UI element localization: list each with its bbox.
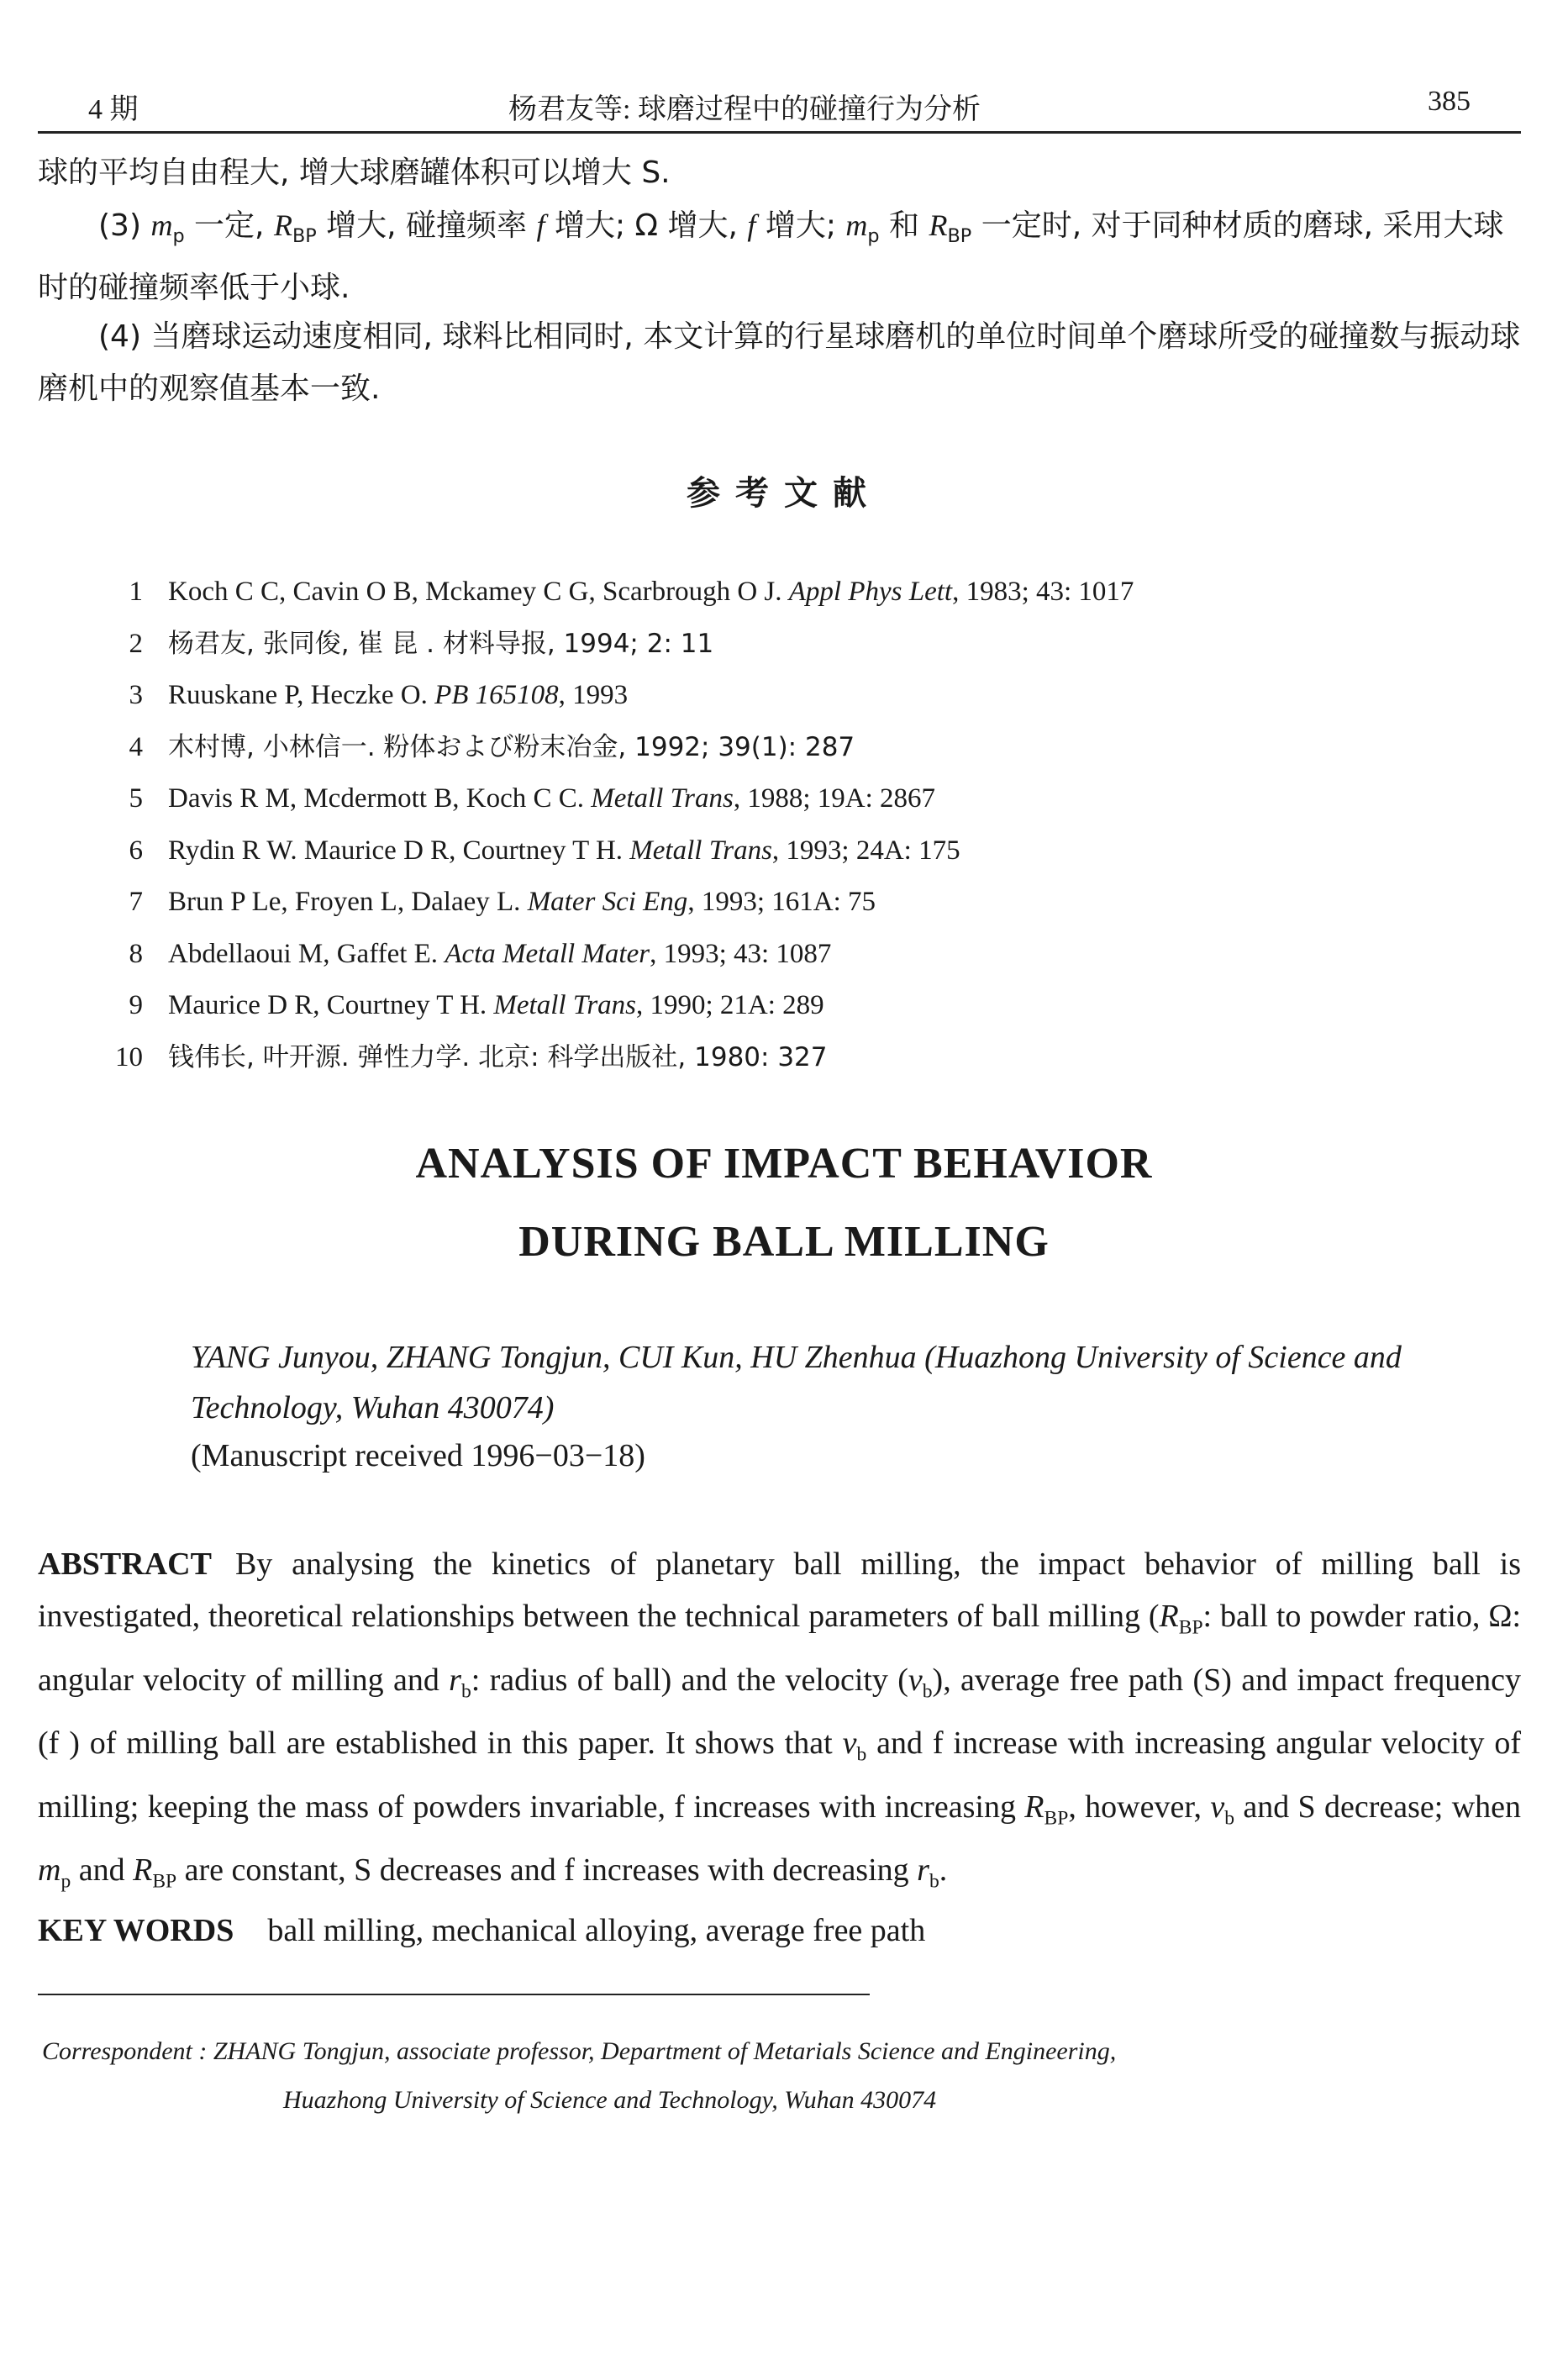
- reference-item: 6 Rydin R W. Maurice D R, Courtney T H. Metall Trans, 1993; 24A: 175: [129, 835, 960, 866]
- keywords: [38, 1912, 1521, 1949]
- reference-item: 3 Ruuskane P, Heczke O. PB 165108, 1993: [129, 680, 629, 710]
- footnote-divider: [38, 1994, 870, 1995]
- running-header: [38, 81, 1521, 134]
- correspondent-footnote: Correspondent : ZHANG Tongjun, associate professor, Department of Metarials Science and Engineering, Huazhong University of Science and Technology, Wuhan 430074: [42, 2037, 1117, 2114]
- reference-item: 4 木村博, 小林信一. 粉体および粉末冶金, 1992; 39(1): 287: [129, 731, 855, 762]
- reference-item: 2 杨君友, 张同俊, 崔 昆 . 材料导报, 1994; 2: 11: [129, 628, 714, 659]
- reference-item: 9 Maurice D R, Courtney T H. Metall Trans, 1990; 21A: 289: [129, 990, 824, 1020]
- english-title-line-2: DURING BALL MILLING: [518, 1218, 1050, 1266]
- conclusion-item-4: (4) 当磨球运动速度相同, 球料比相同时, 本文计算的行星球磨机的单位时间单个磨球所受的碰撞数与振动球磨机中的观察值基本一致.: [38, 319, 1521, 406]
- reference-item: 5 Davis R M, Mcdermott B, Koch C C. Metall Trans, 1988; 19A: 2867: [129, 783, 936, 814]
- reference-item: 1 Koch C C, Cavin O B, Mckamey C G, Scarbrough O J. Appl Phys Lett, 1983; 43: 1017: [129, 577, 1134, 607]
- keywords-text: ball milling, mechanical alloying, average free path: [267, 1913, 926, 1948]
- page-number: 385: [1428, 86, 1471, 117]
- manuscript-received: (Manuscript received 1996−03−18): [191, 1438, 645, 1473]
- abstract: ABSTRACT By analysing the kinetics of planetary ball milling, the impact behavior of milling ball is investigated, theoretical relationships between the technical parameters of ball milling ($R_{BP}$: ball to powder ratio, Ω: angular velocity of milling and $r_b$: radius of ball) and the velocity $(v_b)$, average free path (S) and impact frequency (f ) of milling ball are established in this paper. It shows that $v_b$ and f increase with increasing angular velocity of milling; keeping the mass of powders invariable, f increases with increasing $R_{BP}$, however, $v_b$ and S decrease; when $m_p$ and $R_{BP}$ are constant, S decreases and f increases with decreasing $r_b$.: [38, 1546, 1522, 1893]
- reference-item: 8 Abdellaoui M, Gaffet E. Acta Metall Mater, 1993; 43: 1087: [129, 938, 832, 969]
- conclusion-item-3: (3) $m_p$ 一定, $R_{BP}$ 增大, 碰撞频率 f 增大; Ω 增大, f 增大; $m_p$ 和 $R_{BP}$ 一定时, 对于同种材质的磨球, 采用大球时的碰撞频率低于小球.: [38, 208, 1504, 306]
- references-heading: 参考文献: [687, 474, 881, 513]
- reference-list: [84, 573, 1513, 1090]
- conclusion-line-1: 球的平均自由程大, 增大球磨罐体积可以增大 S.: [38, 155, 671, 190]
- abstract-label: ABSTRACT: [38, 1546, 212, 1582]
- issue-number: 4 期: [88, 94, 139, 125]
- author-affiliation: YANG Junyou, ZHANG Tongjun, CUI Kun, HU Zhenhua (Huazhong University of Science and Technology, Wuhan 430074): [191, 1340, 1402, 1425]
- running-title: 杨君友等: 球磨过程中的碰撞行为分析: [508, 94, 981, 125]
- english-title-line-1: ANALYSIS OF IMPACT BEHAVIOR: [415, 1140, 1153, 1188]
- keywords-label: KEY WORDS: [38, 1913, 234, 1948]
- reference-item: 10 钱伟长, 叶开源. 弹性力学. 北京: 科学出版社, 1980: 327: [115, 1041, 828, 1072]
- reference-item: 7 Brun P Le, Froyen L, Dalaey L. Mater Sci Eng, 1993; 161A: 75: [129, 887, 876, 917]
